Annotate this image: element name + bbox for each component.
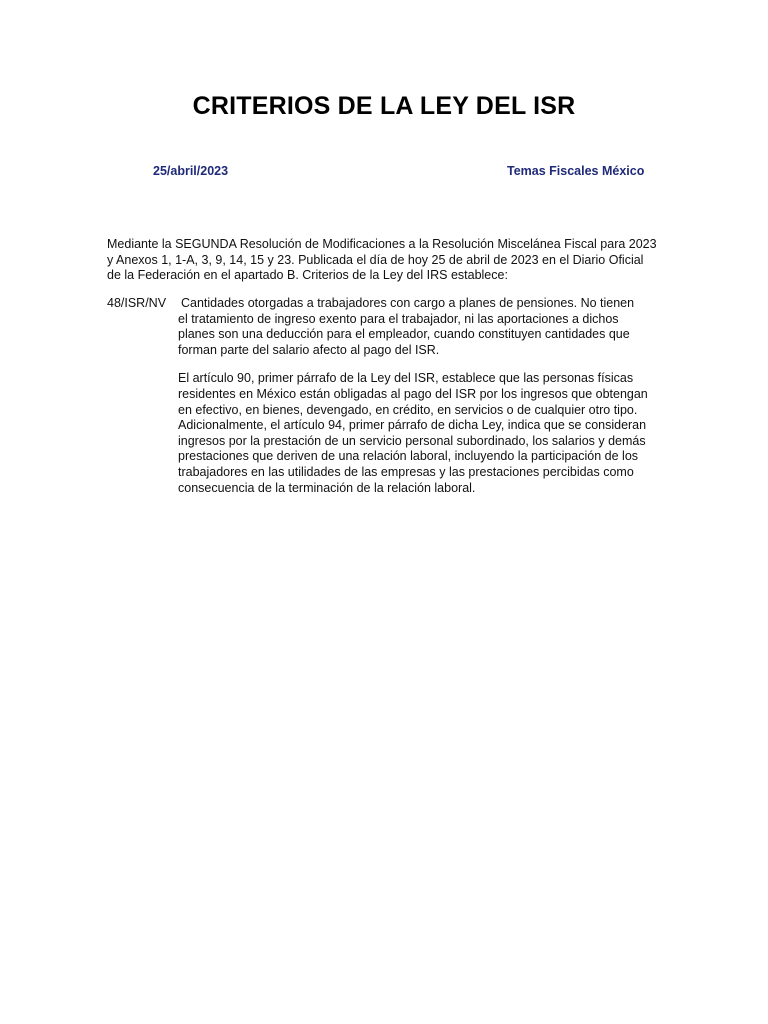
criterion-body — [178, 296, 648, 509]
criterion-heading-line: planes son una deducción para el empleador, cuando constituyen cantidades que — [178, 327, 630, 342]
criterion-body-line: en efectivo, en bienes, devengado, en crédito, en servicios o de cualquier otro tipo. — [178, 402, 638, 417]
criterion-body-line: residentes en México están obligadas al pago del ISR por los ingresos que obtengan — [178, 386, 648, 401]
criterion-heading — [178, 296, 648, 358]
page-title: CRITERIOS DE LA LEY DEL ISR — [192, 92, 576, 120]
intro-paragraph — [107, 237, 667, 284]
criterion-body-line: ingresos por la prestación de un servicio personal subordinado, los salarios y demás — [178, 433, 646, 448]
intro-line: Mediante la SEGUNDA Resolución de Modificaciones a la Resolución Miscelánea Fiscal para 2023 — [107, 237, 657, 251]
criterion-body-line: prestaciones que deriven de una relación laboral, incluyendo la participación de los — [178, 449, 639, 464]
criterion-explanation — [178, 371, 648, 496]
criterion-body-line: Adicionalmente, el artículo 94, primer párrafo de dicha Ley, indica que se consideran — [178, 418, 647, 433]
criterion-heading-line: el tratamiento de ingreso exento para el trabajador, ni las aportaciones a dichos — [178, 311, 619, 326]
publication-date: 25/abril/2023 — [153, 164, 229, 178]
criterion-heading-line: Cantidades otorgadas a trabajadores con cargo a planes de pensiones. No tienen — [181, 296, 635, 310]
criterion-body-line: consecuencia de la terminación de la relación laboral. — [178, 480, 476, 495]
criterion-body-line: trabajadores en las utilidades de las empresas y las prestaciones percibidas como — [178, 464, 634, 479]
intro-line: y Anexos 1, 1-A, 3, 9, 14, 15 y 23. Publicada el día de hoy 25 de abril de 2023 en el Diario Oficial — [107, 252, 644, 267]
criterion-heading-line: forman parte del salario afecto al pago del ISR. — [178, 342, 440, 357]
criterion-body-line: El artículo 90, primer párrafo de la Ley del ISR, establece que las personas físicas — [178, 371, 634, 386]
publication-source: Temas Fiscales México — [507, 164, 645, 178]
criterion-code: 48/ISR/NV — [107, 296, 167, 310]
intro-line: de la Federación en el apartado B. Criterios de la Ley del IRS establece: — [107, 268, 508, 283]
